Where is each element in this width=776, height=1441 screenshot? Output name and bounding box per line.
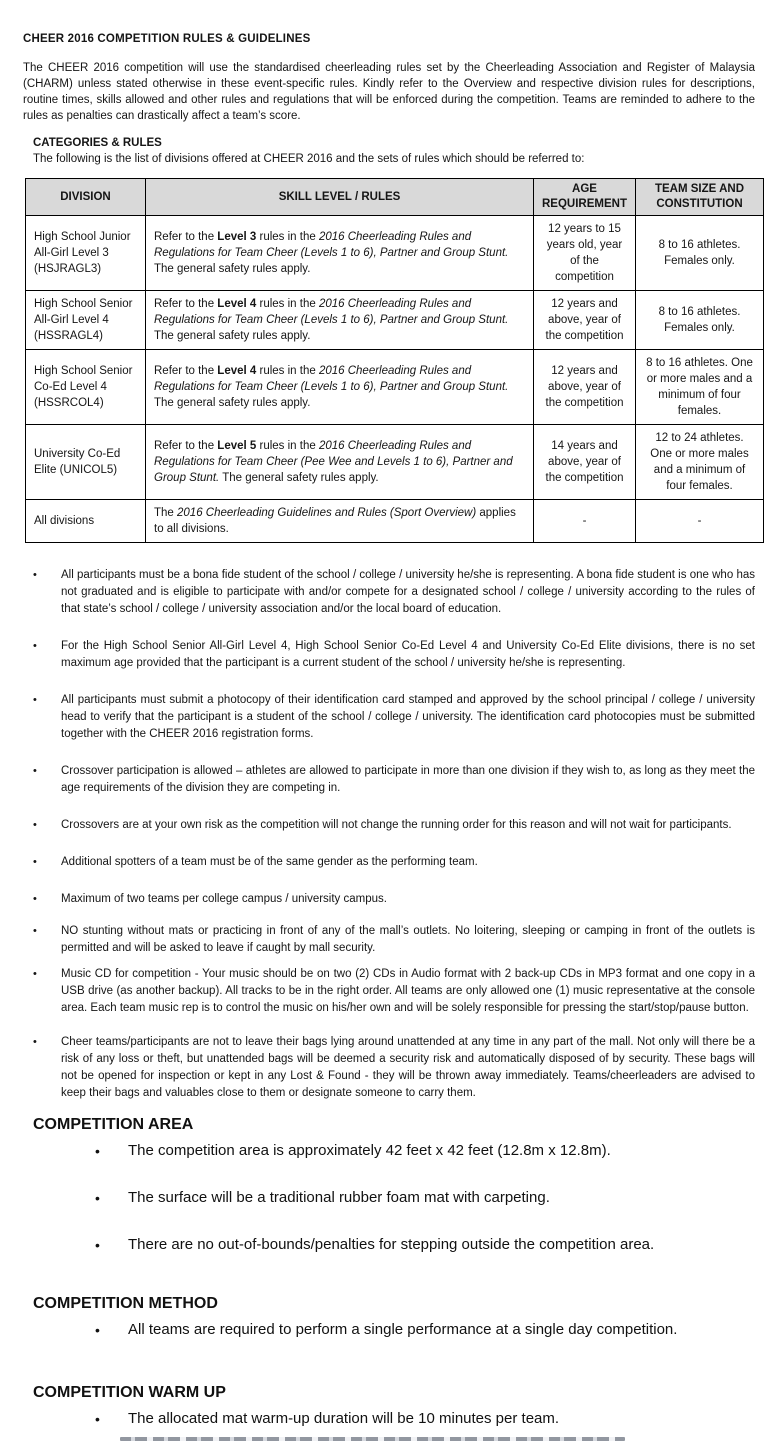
competition-warm-up-list [33, 1409, 755, 1429]
skill-rules-cell [146, 425, 534, 500]
text-segment: Level 4 [217, 298, 257, 310]
intro-paragraph: The CHEER 2016 competition will use the standardised cheerleading rules set by the Cheerleading Association and Register of Malaysia (CHARM) unless stated otherwise in these event-specific rules. Kindly refer to the Overview and respective division rules for descriptions, routine times, skills allowed and other rules and regulations that will be enforced during the competition. Teams are reminded to adhere to the rules as penalties can drastically affect a team’s score. [23, 62, 755, 122]
text-segment: The [154, 507, 178, 519]
text-segment: Refer to the [154, 440, 218, 452]
text-segment: The general safety rules apply. [154, 397, 311, 409]
section-heading-competition-warm-up: COMPETITION WARM UP [33, 1384, 226, 1401]
age-requirement-cell: 12 years to 15 years old, year of the competition [534, 216, 636, 291]
rule-bullet: • Cheer teams/participants are not to leave their bags lying around unattended at any time in any part of the mall. Not only will there be a risk of any loss or theft, but unattended bags will be deemed a security risk and automatically disposed of by security. These bags will not be opened for inspection or kept in any Lost & Found - they will be thrown away immediately. Teams/cheerleaders are advised to keep their bags and valuables close to them or designate someone to carry them. [23, 1034, 755, 1102]
rule-bullet: • For the High School Senior All-Girl Level 4, High School Senior Co-Ed Level 4 and University Co-Ed Elite divisions, there is no set maximum age provided that the participant is a current student of the school / university he/she is representing. [23, 638, 755, 672]
team-size-cell: 8 to 16 athletes. Females only. [636, 216, 764, 291]
skill-rules-cell [146, 350, 534, 425]
division-cell: University Co-Ed Elite (UNICOL5) [26, 425, 146, 500]
section-heading-competition-area: COMPETITION AREA [33, 1116, 194, 1133]
divisions-table-header [26, 179, 764, 216]
skill-rules-cell [146, 500, 534, 543]
rule-bullet: • Crossover participation is allowed – athletes are allowed to participate in more than one division if they wish to, as long as they meet the age requirements of the division they are competing in. [23, 763, 755, 797]
text-segment: applies to all divisions. [154, 507, 516, 535]
skill-rules-cell [146, 216, 534, 291]
section-bullet: • All teams are required to perform a single performance at a single day competition. [33, 1320, 755, 1340]
section-bullet: • There are no out-of-bounds/penalties for stepping outside the competition area. [33, 1235, 755, 1255]
competition-method-list [33, 1320, 755, 1340]
clipped-next-text-line [120, 1437, 625, 1441]
section-competition-warm-up [33, 1384, 755, 1429]
table-row [26, 500, 764, 543]
section-bullet: • The surface will be a traditional rubber foam mat with carpeting. [33, 1188, 755, 1208]
division-cell: High School Senior All-Girl Level 4 (HSSRAGL4) [26, 291, 146, 350]
col-header-skill: SKILL LEVEL / RULES [146, 179, 534, 216]
text-segment: 2016 Cheerleading Guidelines and Rules (Sport Overview) [177, 507, 477, 519]
text-segment: Level 3 [217, 231, 257, 243]
section-competition-area [33, 1116, 755, 1255]
team-size-cell: 8 to 16 athletes. Females only. [636, 291, 764, 350]
section-bullet: • The competition area is approximately 42 feet x 42 feet (12.8m x 12.8m). [33, 1141, 755, 1161]
col-header-age: AGE REQUIREMENT [534, 179, 636, 216]
categories-subtitle: The following is the list of divisions offered at CHEER 2016 and the sets of rules which should be referred to: [33, 153, 585, 165]
text-segment: rules in the [256, 231, 319, 243]
section-bullet: • The allocated mat warm-up duration will be 10 minutes per team. [33, 1409, 755, 1429]
age-requirement-cell: 12 years and above, year of the competition [534, 291, 636, 350]
competition-area-list [33, 1141, 755, 1255]
text-segment: rules in the [256, 298, 319, 310]
division-cell: High School Junior All-Girl Level 3 (HSJRAGL3) [26, 216, 146, 291]
header-row [26, 179, 764, 216]
text-segment: Level 5 [217, 440, 257, 452]
age-requirement-cell: 12 years and above, year of the competition [534, 350, 636, 425]
page-title: CHEER 2016 COMPETITION RULES & GUIDELINES [23, 33, 311, 45]
text-segment: The general safety rules apply. [154, 330, 311, 342]
skill-rules-cell [146, 291, 534, 350]
text-segment: 2016 Cheerleading Rules and Regulations for Team Cheer (Pee Wee and Levels 1 to 6), Partner and Group Stunt. [154, 440, 513, 484]
team-size-cell: 8 to 16 athletes. One or more males and a minimum of four females. [636, 350, 764, 425]
age-requirement-cell: - [534, 500, 636, 543]
col-header-division: DIVISION [26, 179, 146, 216]
text-segment: Refer to the [154, 365, 218, 377]
text-segment: 2016 Cheerleading Rules and Regulations for Team Cheer (Levels 1 to 6), Partner and Group Stunt. [154, 298, 509, 326]
col-header-team: TEAM SIZE AND CONSTITUTION [636, 179, 764, 216]
general-rules-list [23, 567, 755, 1102]
division-cell: High School Senior Co-Ed Level 4 (HSSRCOL4) [26, 350, 146, 425]
divisions-table-body [26, 216, 764, 543]
table-row [26, 291, 764, 350]
text-segment: Refer to the [154, 298, 218, 310]
text-segment: 2016 Cheerleading Rules and Regulations for Team Cheer (Levels 1 to 6), Partner and Group Stunt. [154, 231, 509, 259]
team-size-cell: 12 to 24 athletes. One or more males and a minimum of four females. [636, 425, 764, 500]
text-segment: Level 4 [217, 365, 257, 377]
text-segment: rules in the [256, 365, 319, 377]
table-row [26, 425, 764, 500]
rule-bullet: • NO stunting without mats or practicing in front of any of the mall’s outlets. No loitering, sleeping or camping in front of the outlets is permitted and will be asked to leave if caught by mall security. [23, 923, 755, 957]
rule-bullet: • Music CD for competition - Your music should be on two (2) CDs in Audio format with 2 back-up CDs in MP3 format and one copy in a USB drive (as another backup). All tracks to be in the right order. All teams are only allowed one (1) music representative at the console area. Each team music rep is to control the music on his/her own and will be solely responsible for pressing the start/stop/pause button. [23, 966, 755, 1017]
age-requirement-cell: 14 years and above, year of the competition [534, 425, 636, 500]
text-segment: Refer to the [154, 231, 218, 243]
text-segment: The general safety rules apply. [154, 263, 311, 275]
section-heading-competition-method: COMPETITION METHOD [33, 1295, 218, 1312]
text-segment: rules in the [256, 440, 319, 452]
team-size-cell: - [636, 500, 764, 543]
divisions-table [25, 178, 764, 543]
rule-bullet: • All participants must submit a photocopy of their identification card stamped and approved by the school principal / college / university head to verify that the participant is a student of the school / college / university. The identification card photocopies must be submitted together with the CHEER 2016 registration forms. [23, 692, 755, 743]
text-segment: The general safety rules apply. [219, 472, 379, 484]
table-row [26, 216, 764, 291]
division-cell: All divisions [26, 500, 146, 543]
table-row [26, 350, 764, 425]
text-segment: 2016 Cheerleading Rules and Regulations for Team Cheer (Levels 1 to 6), Partner and Group Stunt. [154, 365, 509, 393]
categories-heading: CATEGORIES & RULES [33, 137, 162, 149]
rule-bullet: • All participants must be a bona fide student of the school / college / university he/she is representing. A bona fide student is one who has not graduated and is eligible to participate with and/or compete for a designated school / college / university according to the rules of that state’s school / college / university association and/or the local board of education. [23, 567, 755, 618]
rule-bullet: • Maximum of two teams per college campus / university campus. [23, 891, 755, 908]
section-competition-method [33, 1295, 755, 1340]
rule-bullet: • Crossovers are at your own risk as the competition will not change the running order for this reason and will not wait for participants. [23, 817, 755, 834]
rule-bullet: • Additional spotters of a team must be of the same gender as the performing team. [23, 854, 755, 871]
